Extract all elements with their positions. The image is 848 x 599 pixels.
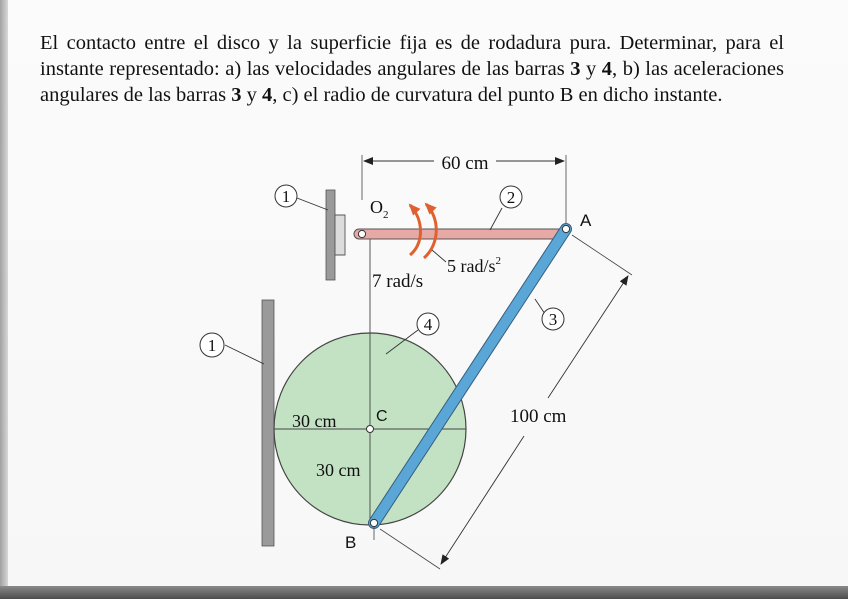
ground-top-leader [297,198,328,210]
ground-left-label: 1 [207,336,217,355]
bar-2-label-leader [490,208,502,230]
dim-bar3-ext-b [380,529,440,569]
radius-vertical-dim: 30 cm [316,460,361,480]
problem-text-1: El contacto entre el disco y la superficie fija es de rodadura pura. Determinar, para el instante representado: a) las velocidades angulares de las barras [40,32,784,80]
pin-a [562,225,569,232]
bar-3-ref-b: 3 [231,84,242,106]
o2-bearing [335,215,345,255]
dim-top-label: 60 cm [441,153,489,174]
radius-horizontal-dim: 30 cm [292,411,337,431]
bar-3-label-leader [535,299,545,314]
problem-text-y1: y [580,58,602,80]
dim-bar3-label: 100 cm [510,406,567,427]
bar-3-ref-a: 3 [570,58,581,80]
bar-3-label: 3 [548,310,558,329]
ground-wall-left [262,300,274,546]
point-a-label: A [580,211,592,230]
bar-2 [354,229,567,239]
dim-bar3-line-upper [548,276,628,398]
point-o2-label: $O_2$ [370,197,389,221]
bar-2-label: 2 [506,188,516,207]
pin-b [370,519,377,526]
dim-bar3-ext-a [572,235,632,275]
disk-label: 4 [423,315,433,334]
ground-left-leader [225,345,264,364]
problem-text-2: , b) las aceleraciones angulares de las barras [40,58,784,106]
angular-acceleration-label: 5 rad/$s^2$ [447,255,501,276]
pin-o2 [358,230,365,237]
bar-4-ref-b: 4 [262,84,273,106]
point-c-label: C [376,408,388,425]
photo-bottom-edge [0,586,848,599]
point-b-label: B [345,533,357,552]
problem-text-y2: y [241,84,262,106]
ground-wall-top [326,190,335,280]
problem-text-3: , c) el radio de curvatura del punto B en dicho instante. [272,84,723,106]
bar-4-ref-a: 4 [601,58,613,80]
ground-top-label: 1 [281,187,291,206]
angular-velocity-label: 7 rad/s [372,271,424,292]
alpha-leader [432,250,446,262]
disk-center-c [367,426,374,433]
